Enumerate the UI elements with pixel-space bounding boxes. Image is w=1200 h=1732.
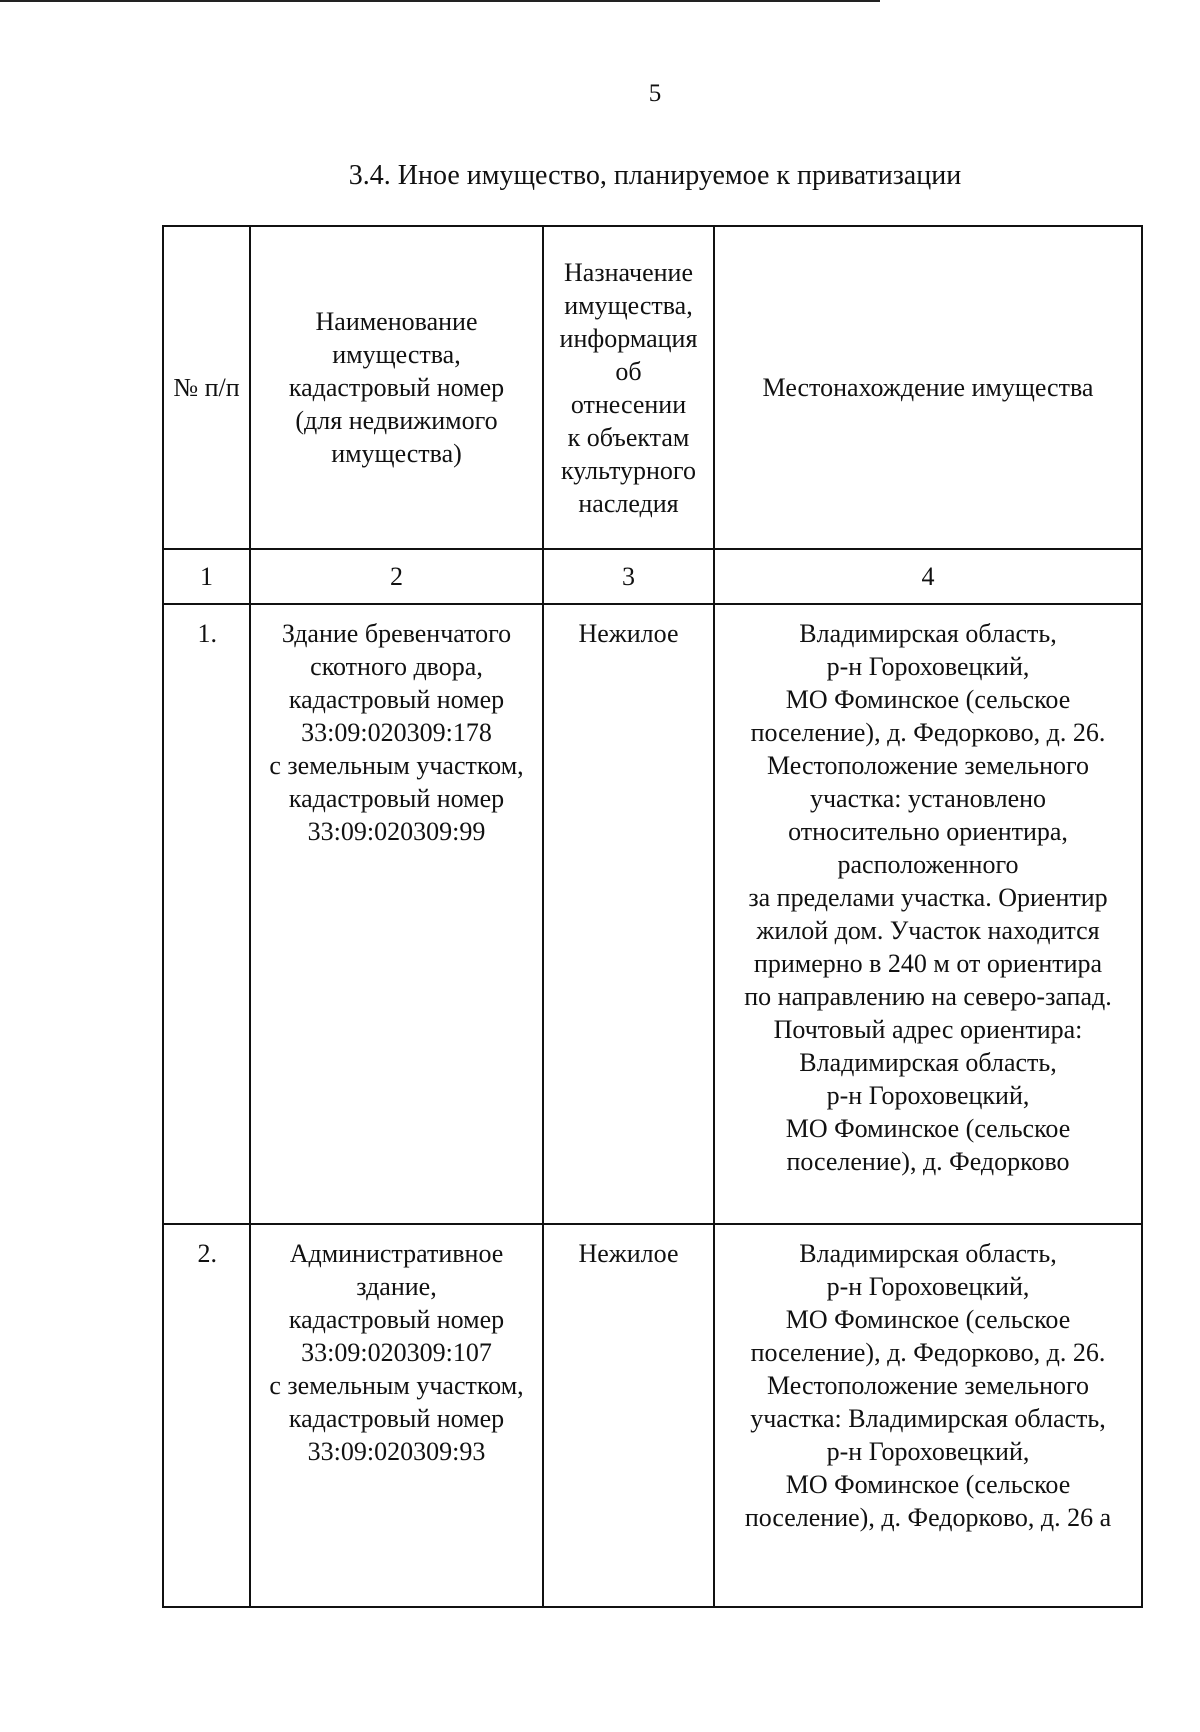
property-name-cell: Здание бревенчатого скотного двора, кадастровый номер 33:09:020309:178 с земельным участком, кадастровый номер 33:09:020309:99 — [250, 604, 543, 1224]
property-purpose-cell: Нежилое — [543, 1224, 714, 1607]
section-title: 3.4. Иное имущество, планируемое к приватизации — [348, 160, 962, 191]
column-number-row — [163, 549, 1142, 604]
column-number: 2 — [250, 549, 543, 604]
property-location-cell: Владимирская область, р-н Гороховецкий, МО Фоминское (сельское поселение), д. Федорково, д. 26. Местоположение земельного участка: Владимирская область, р-н Гороховецкий, МО Фоминское (сельское поселение), д. Федорково, д. 26 а — [714, 1224, 1142, 1607]
scan-edge-line — [0, 0, 880, 2]
page-number: 5 — [648, 80, 662, 107]
row-index: 1. — [163, 604, 250, 1224]
property-location-cell: Владимирская область, р-н Гороховецкий, МО Фоминское (сельское поселение), д. Федорково, д. 26. Местоположение земельного участка: установлено относительно ориентира, расположенного за пределами участка. Ориентир жилой дом. Участок находится примерно в 240 м от ориентира по направлению на северо-запад. Почтовый адрес ориентира: Владимирская область, р-н Гороховецкий, МО Фоминское (сельское поселение), д. Федорково — [714, 604, 1142, 1224]
header-cell-purpose: Назначение имущества, информация об отнесении к объектам культурного наследия — [543, 226, 714, 549]
table-row — [163, 604, 1142, 1224]
table-row — [163, 1224, 1142, 1607]
header-cell-name: Наименование имущества, кадастровый номер (для недвижимого имущества) — [250, 226, 543, 549]
property-name-cell: Административное здание, кадастровый номер 33:09:020309:107 с земельным участком, кадастровый номер 33:09:020309:93 — [250, 1224, 543, 1607]
column-number: 3 — [543, 549, 714, 604]
table-header-row — [163, 226, 1142, 549]
header-cell-location: Местонахождение имущества — [714, 226, 1142, 549]
row-index: 2. — [163, 1224, 250, 1607]
header-cell-number: № п/п — [163, 226, 250, 549]
property-table — [162, 225, 1143, 1608]
property-purpose-cell: Нежилое — [543, 604, 714, 1224]
column-number: 4 — [714, 549, 1142, 604]
column-number: 1 — [163, 549, 250, 604]
